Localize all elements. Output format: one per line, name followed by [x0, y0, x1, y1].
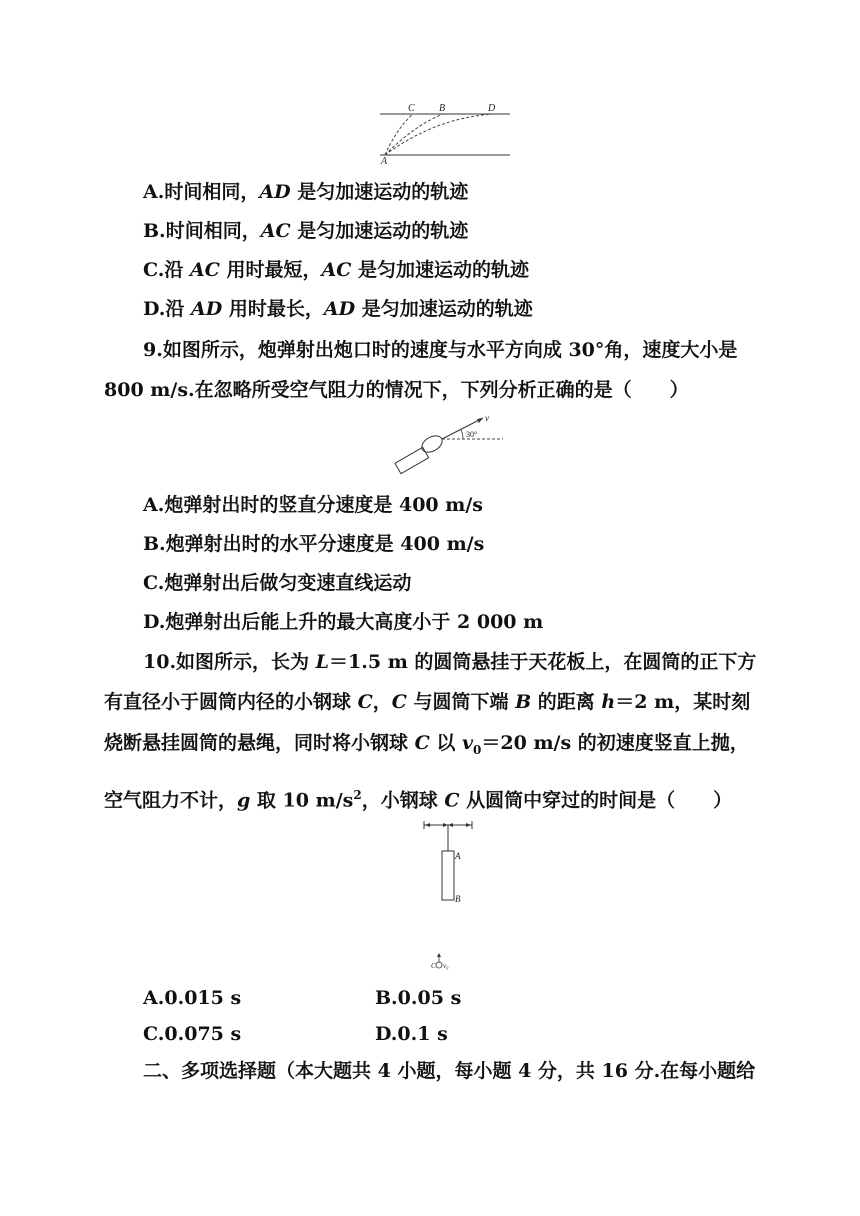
cannon-figure	[385, 412, 510, 482]
label-b: B	[439, 103, 446, 114]
label-a: A	[455, 851, 461, 861]
q10-option-d: D.0.1 s	[375, 1023, 448, 1045]
q9-stem-line2: 800 m/s.在忽略所受空气阻力的情况下，下列分析正确的是（ ）	[104, 379, 689, 401]
q9-stem-line1: 9.如图所示，炮弹射出炮口时的速度与水平方向成 30°角，速度大小是	[143, 339, 738, 361]
section2-heading: 二、多项选择题（本大题共 4 小题，每小题 4 分，共 16 分.在每小题给	[143, 1060, 756, 1082]
angle-label: 30°	[466, 430, 478, 439]
label-c: C	[408, 103, 415, 114]
label-a: A	[381, 156, 388, 166]
q9-option-b: B.炮弹射出时的水平分速度是 400 m/s	[143, 533, 485, 555]
q8-option-c: C.沿 AC 用时最短，AC 是匀加速运动的轨迹	[143, 259, 530, 281]
q9-option-c: C.炮弹射出后做匀变速直线运动	[143, 572, 412, 594]
q8-option-d: D.沿 AD 用时最长，AD 是匀加速运动的轨迹	[143, 298, 533, 320]
q10-option-a: A.0.015 s	[143, 987, 242, 1009]
q9-option-d: D.炮弹射出后能上升的最大高度小于 2 000 m	[143, 611, 544, 633]
q9-option-a: A.炮弹射出时的竖直分速度是 400 m/s	[143, 494, 483, 516]
cylinder-figure	[420, 818, 480, 976]
q10-stem-line3: 烧断悬挂圆筒的悬绳，同时将小钢球 C 以 $v_0=20$ m/s 的初速度竖直上抛，	[104, 732, 749, 757]
q10-stem-line2: 有直径小于圆筒内径的小钢球 C，C 与圆筒下端 B 的距离 h＝2 m，某时刻	[104, 691, 751, 713]
q10-option-b: B.0.05 s	[375, 987, 462, 1009]
q10-option-c: C.0.075 s	[143, 1023, 242, 1045]
label-v0: v₀	[443, 962, 449, 970]
q10-stem-line1: 10.如图所示，长为 L＝1.5 m 的圆筒悬挂于天花板上，在圆筒的正下方	[143, 651, 757, 673]
label-c: C	[431, 962, 436, 970]
q10-stem-line4: 空气阻力不计，g 取 10 $m/s^2$，小钢球 C 从圆筒中穿过的时间是（ ）	[104, 788, 733, 812]
label-d: D	[488, 103, 496, 114]
velocity-label: v	[485, 413, 489, 423]
q8-option-a: A.时间相同，AD 是匀加速运动的轨迹	[143, 181, 469, 203]
q8-option-b: B.时间相同，AC 是匀加速运动的轨迹	[143, 220, 469, 242]
label-b: B	[455, 894, 461, 904]
trajectory-figure	[375, 100, 515, 166]
